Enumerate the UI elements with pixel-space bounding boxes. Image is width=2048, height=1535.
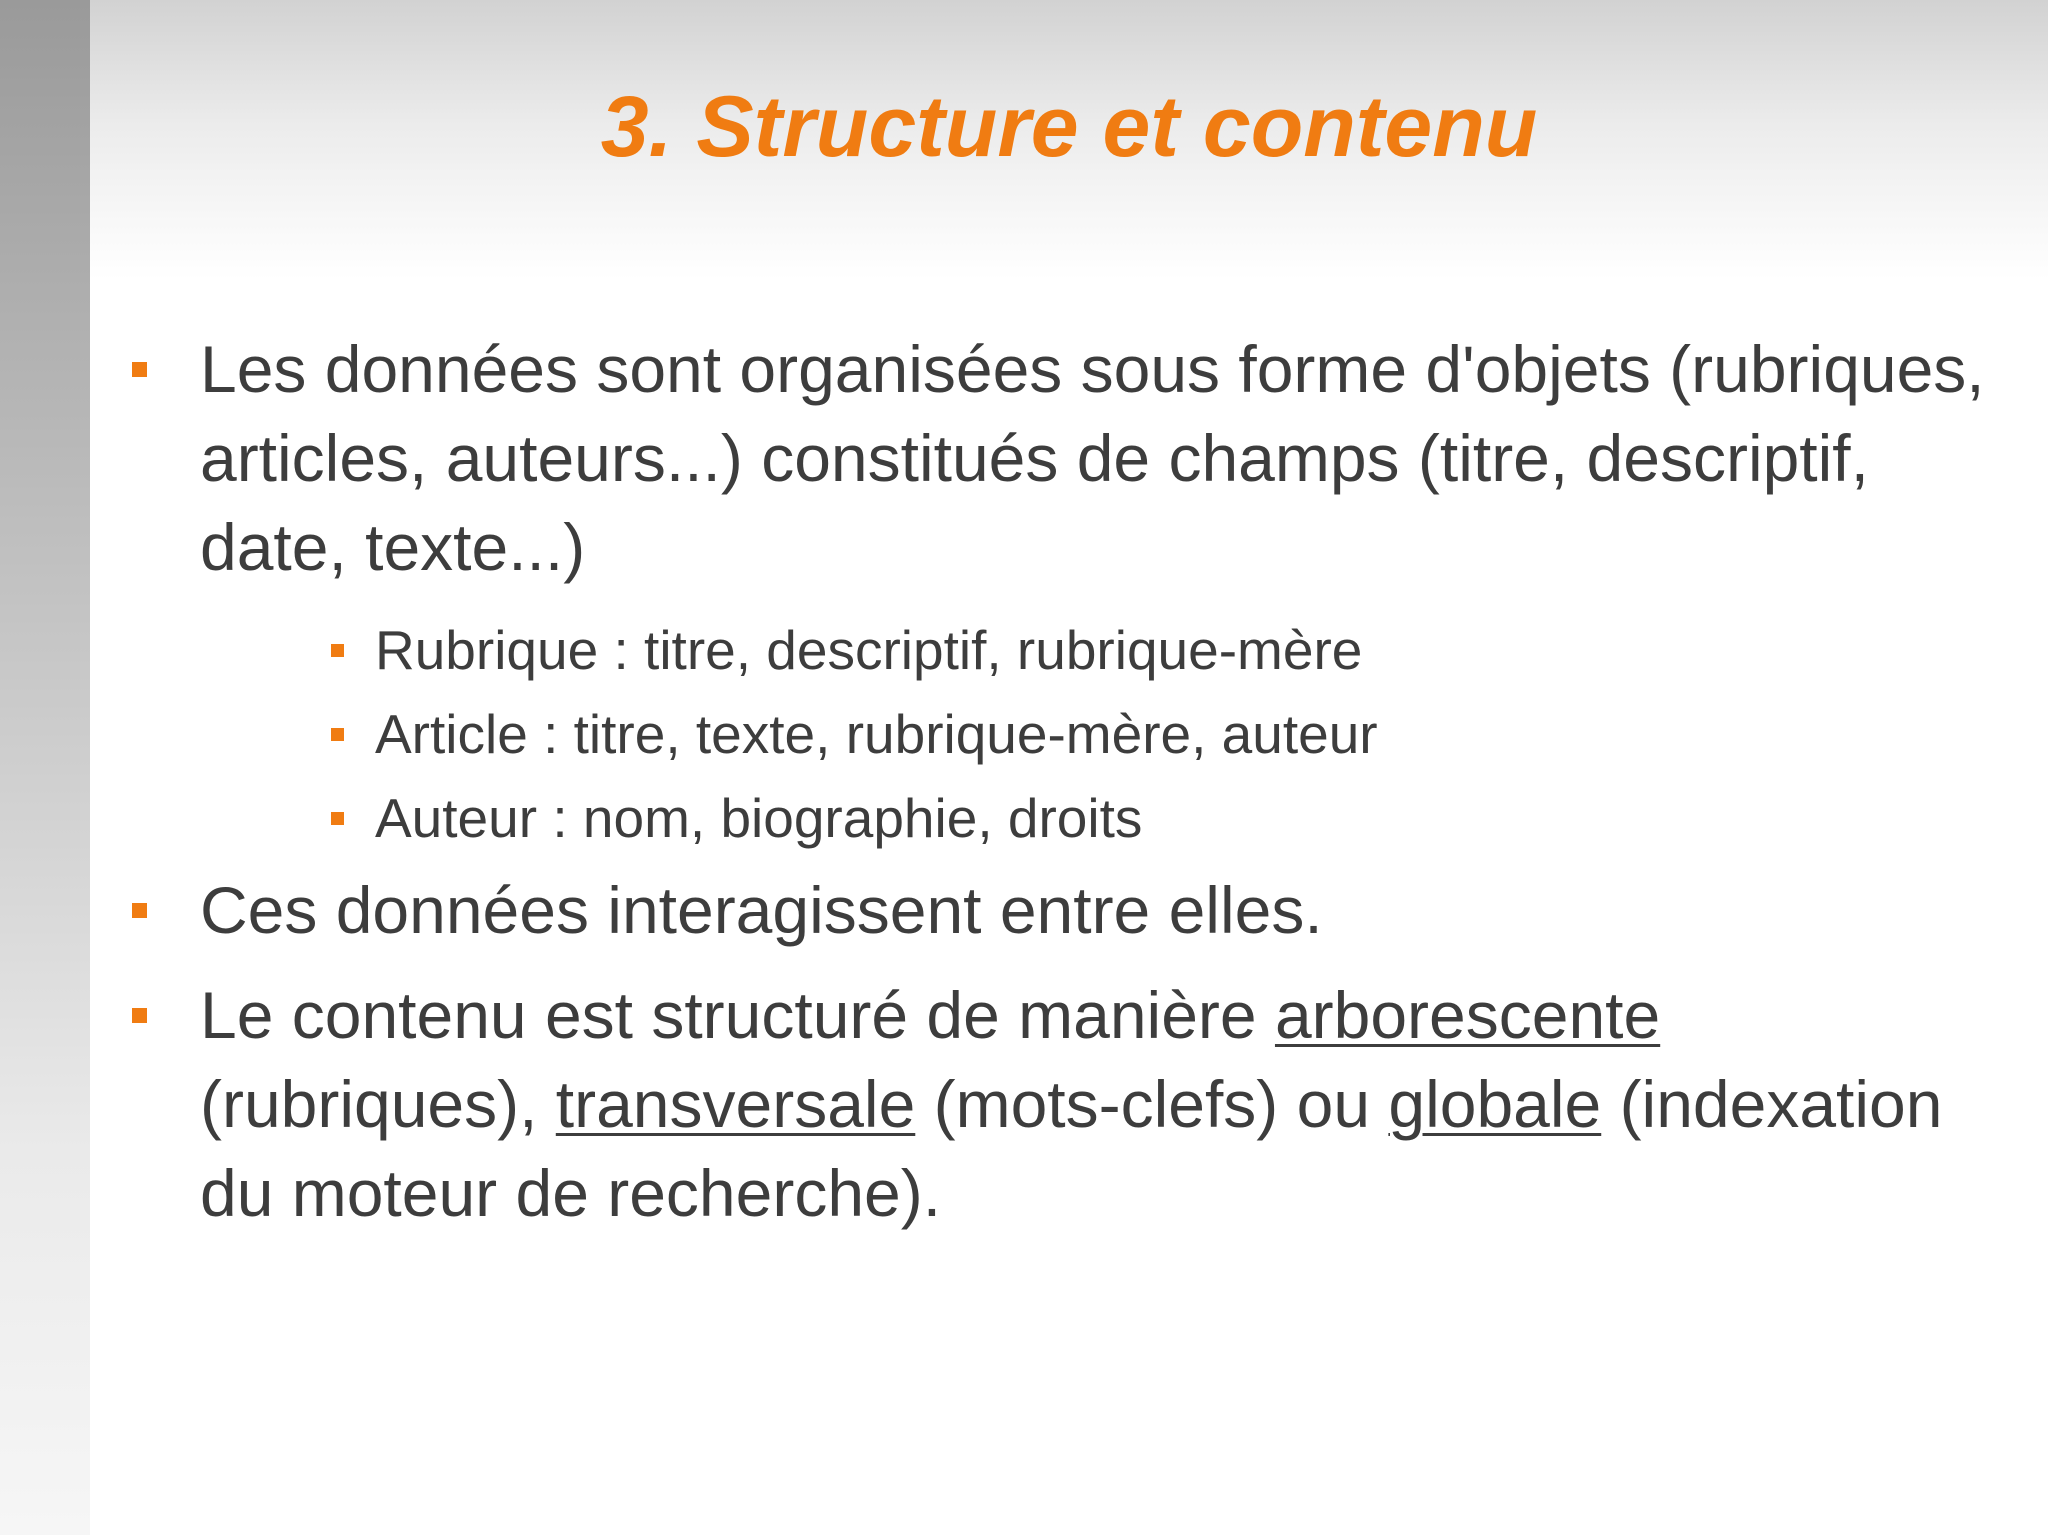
bullet-text: Ces données interagissent entre elles. [200, 873, 1323, 947]
bullet-text-part: (mots-clefs) ou [915, 1067, 1389, 1141]
bullet-text: Les données sont organisées sous forme d'objets (rubriques, articles, auteurs...) constitués de champs (titre, descriptif, date, texte...) [200, 332, 1985, 584]
sub-bullet-item-rubrique [128, 608, 1988, 692]
square-bullet-icon [132, 362, 147, 377]
sub-bullet-item-article [128, 692, 1988, 776]
sub-bullet-item-auteur [128, 776, 1988, 860]
bullet-item-structure [128, 971, 1988, 1238]
slide-content [128, 325, 1988, 1254]
term-globale: globale [1388, 1067, 1602, 1141]
bullet-text-part: (indexation du moteur de recherche). [200, 1067, 1943, 1230]
square-bullet-icon [331, 812, 344, 825]
square-bullet-icon [331, 644, 344, 657]
bullet-text-part: Le contenu est structuré de manière [200, 978, 1275, 1052]
term-arborescente: arborescente [1274, 978, 1661, 1052]
bullet-text-part: (rubriques), [200, 1067, 556, 1141]
slide-sidebar-band [0, 0, 90, 1535]
sub-bullet-list [128, 608, 1988, 860]
bullet-item-objects [128, 325, 1988, 592]
square-bullet-icon [132, 903, 147, 918]
sub-bullet-text: Rubrique : titre, descriptif, rubrique-mère [375, 619, 1363, 681]
sub-bullet-text: Article : titre, texte, rubrique-mère, auteur [375, 703, 1378, 765]
square-bullet-icon [132, 1008, 147, 1023]
term-transversale: transversale [555, 1067, 916, 1141]
square-bullet-icon [331, 728, 344, 741]
sub-bullet-text: Auteur : nom, biographie, droits [375, 787, 1143, 849]
bullet-item-interactions [128, 866, 1988, 955]
slide-title: 3. Structure et contenu [600, 79, 1538, 175]
